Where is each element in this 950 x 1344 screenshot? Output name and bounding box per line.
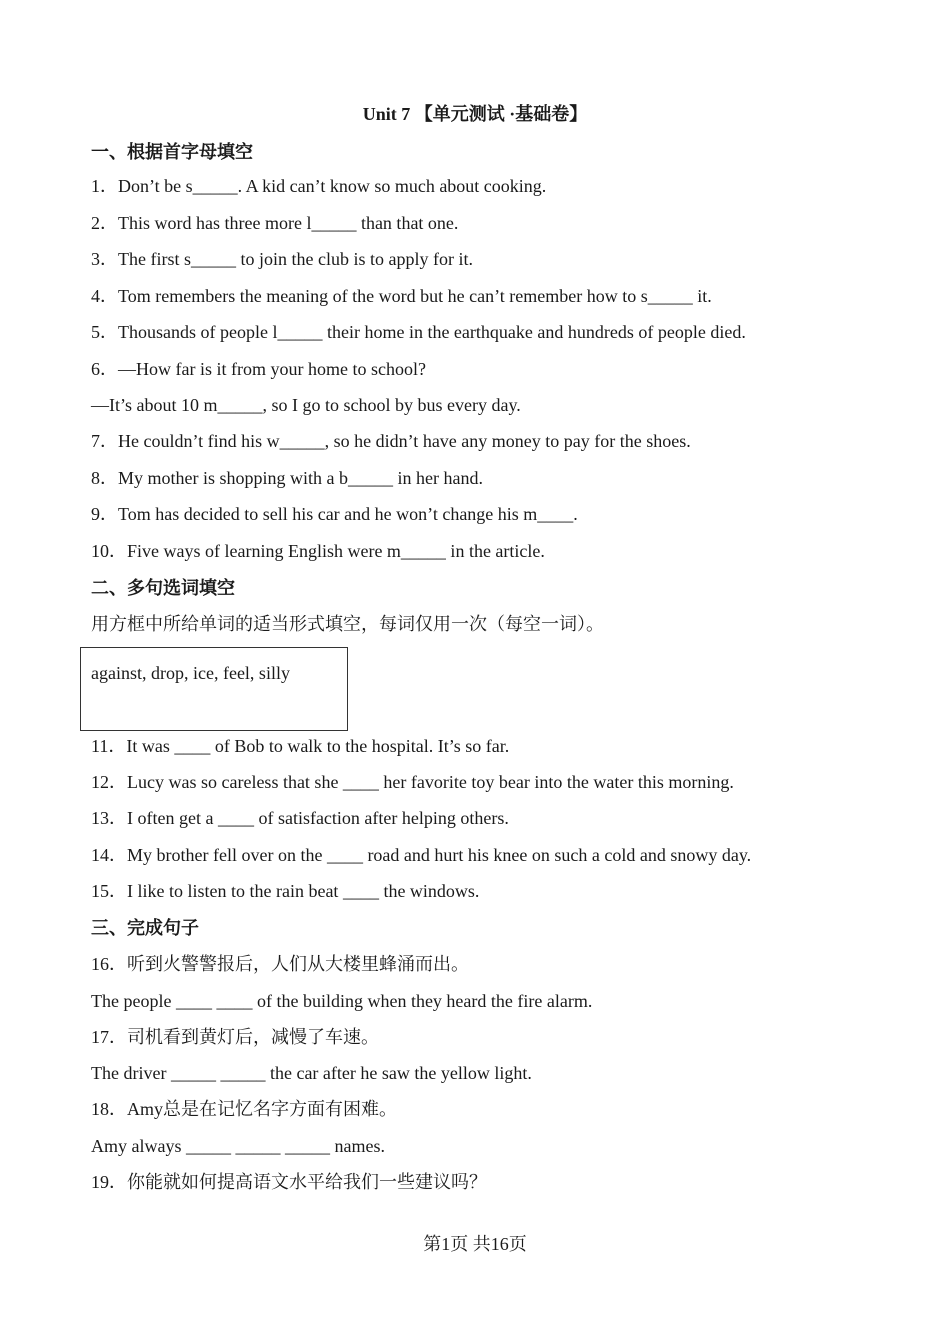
page-footer: 第1页 共16页 [423, 1234, 527, 1254]
question-11: 11．It was ____ of Bob to walk to the hospital. It’s so far. [91, 736, 510, 756]
question-18: 18．Amy总是在记忆名字方面有困难。 [91, 1099, 397, 1119]
question-6-reply: —It’s about 10 m_____, so I go to school by bus every day. [91, 395, 521, 415]
question-14: 14．My brother fell over on the ____ road and hurt his knee on such a cold and snowy day. [91, 845, 752, 865]
section3-heading: 三、完成句子 [91, 918, 199, 938]
section2-heading: 二、多句选词填空 [91, 578, 235, 598]
question-13: 13．I often get a ____ of satisfaction after helping others. [91, 808, 509, 828]
word-box-text: against, drop, ice, feel, silly [91, 663, 290, 683]
question-6: 6．—How far is it from your home to school? [91, 359, 426, 379]
question-10: 10．Five ways of learning English were m_____ in the article. [91, 541, 545, 561]
section2-instruction: 用方框中所给单词的适当形式填空，每词仅用一次（每空一词）。 [91, 614, 604, 634]
question-19: 19．你能就如何提高语文水平给我们一些建议吗？ [91, 1172, 487, 1192]
question-15: 15．I like to listen to the rain beat ____ the windows. [91, 881, 480, 901]
page-title: Unit 7 【单元测试 ·基础卷】 [362, 104, 588, 124]
question-7: 7．He couldn’t find his w_____, so he didn’t have any money to pay for the shoes. [91, 431, 691, 451]
question-16: 16．听到火警警报后，人们从大楼里蜂涌而出。 [91, 954, 469, 974]
question-9: 9．Tom has decided to sell his car and he won’t change his m____. [91, 504, 578, 524]
question-16-sentence: The people ____ ____ of the building when they heard the fire alarm. [91, 991, 593, 1011]
question-2: 2．This word has three more l_____ than that one. [91, 213, 459, 233]
question-5: 5．Thousands of people l_____ their home in the earthquake and hundreds of people died. [91, 322, 746, 342]
question-17: 17．司机看到黄灯后，减慢了车速。 [91, 1027, 379, 1047]
question-17-sentence: The driver _____ _____ the car after he saw the yellow light. [91, 1063, 532, 1083]
question-8: 8．My mother is shopping with a b_____ in her hand. [91, 468, 483, 488]
question-18-sentence: Amy always _____ _____ _____ names. [91, 1136, 385, 1156]
word-box [80, 647, 348, 731]
question-1: 1．Don’t be s_____. A kid can’t know so much about cooking. [91, 176, 547, 196]
section1-heading: 一、根据首字母填空 [91, 142, 253, 162]
question-3: 3．The first s_____ to join the club is to apply for it. [91, 249, 473, 269]
question-12: 12．Lucy was so careless that she ____ her favorite toy bear into the water this morning. [91, 772, 734, 792]
question-4: 4．Tom remembers the meaning of the word but he can’t remember how to s_____ it. [91, 286, 712, 306]
